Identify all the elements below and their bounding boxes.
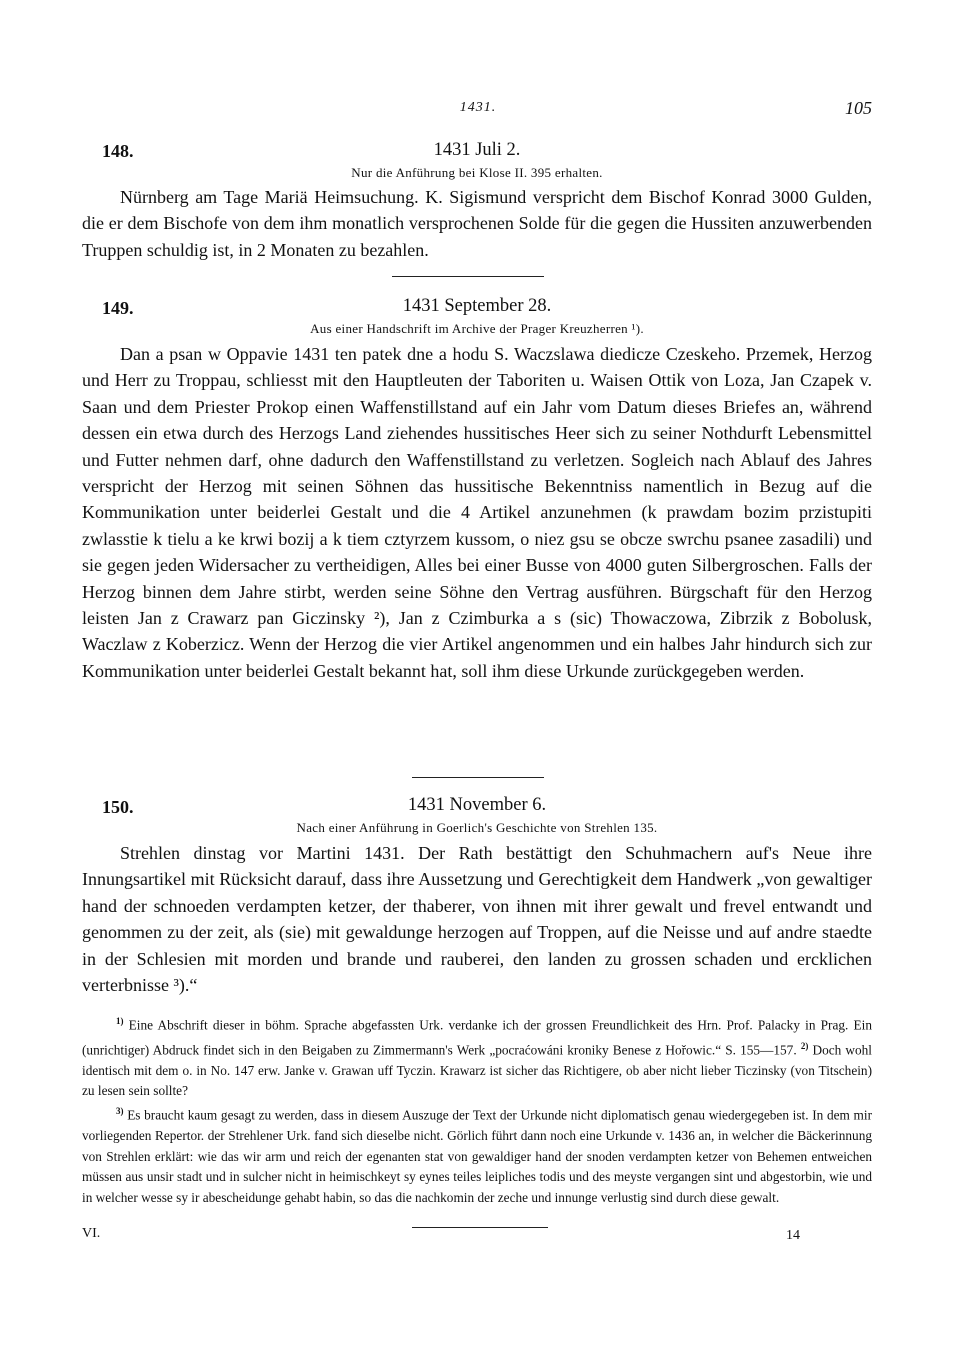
- signature-mark: VI.: [82, 1226, 101, 1241]
- footnote: [82, 1101, 872, 1207]
- document-text: Nürnberg am Tage Mariä Heimsuchung. K. Sigismund verspricht dem Bischof Konrad 3000 Gulden, die er dem Bischofe von dem ihm monatlich versprochenen Solde für die gegen die Hussiten anzuwerbenden Truppen schuldig ist, in 2 Monaten zu bezahlen.: [82, 187, 872, 260]
- running-head-year: 1431.: [459, 100, 497, 115]
- document-date: 1431 November 6.: [407, 795, 547, 815]
- document-source: Nur die Anführung bei Klose II. 395 erhalten.: [351, 165, 603, 180]
- footnote-mark: 1): [116, 1016, 124, 1026]
- document-text: Strehlen dinstag vor Martini 1431. Der Rath bestättigt den Schuhmachern auf's Neue ihre Innungsartikel mit Rücksicht darauf, dass ihre Aussetzung und Gerechtigkeit dem Handwerk „von gewaltiger hand der schnoeden verdampten ketzer, der thaberer, von ihnen mit ihrer gewalt und frevel entwandt und genommen zu der zeit, als (sie) mit gewaldunge herzogen auf Troppen, auf die Neisse und auf andre staedte in der Schlesien mit morden und brande und rauberei, den landen zu grossen schaden und ercklichen verterbnisse ³).“: [82, 843, 872, 996]
- footnote-text: Doch wohl identisch mit dem o. in No. 147 erw. Janke v. Grawan uff Tyczin. Krawarz ist sicher das Richtigere, ob aber nicht lieber Ticzinsky (von Titschein) zu lesen sein sollte?: [82, 1042, 873, 1099]
- document-number: 149.: [102, 298, 134, 318]
- document-date: 1431 September 28.: [402, 296, 552, 316]
- footnote-text: Eine Abschrift dieser in böhm. Sprache abgefassten Urk. verdanke ich der grossen Freundlichkeit des Hrn. Prof. Palacky in Prag. Ein (unrichtiger) Abdruck findet sich in den Beigaben zu Zimmermann's Werk „pocraćowáni kroniky Benese z Hořowic.“ S. 155—157.: [82, 1017, 872, 1058]
- footnote-mark: 2): [800, 1040, 809, 1051]
- separator-line: [412, 777, 544, 778]
- document-text: Dan a psan w Oppavie 1431 ten patek dne a hodu S. Waczslawa diedicze Czeskeho. Przemek, Herzog und Herr zu Troppau, schliesst mit den Hauptleuten der Taboriten u. Waisen Ottik von Loza, Jan Czapek v. Saan und dem Priester Prokop einen Waffenstillstand auf ein Jahr vom Datum dieses Briefes an, während dessen ein etwa durch des Herzogs Land ziehendes hussitisches Heer sich zu seiner Nothdurft Lebensmittel und Futter nehmen darf, ohne dadurch den Waffenstillstand zu verletzen. Sogleich nach Ablauf des Jahres verspricht der Herzog mit seinen Söhnen das hussitische Bekenntniss namentlich in Bezug auf die Kommunikation unter beiderlei Gestalt und die 4 Artikel anzunehmen (k prawdam bozim przistupiti zwlasstie k tielu a ke krwi bozij a k tiem cztyrzem kussom, o niez gsu se obcze swrchu psanee zasadili) und sie gegen jeden Widersacher zu vertheidigen, Alles bei einer Busse von 4000 guten Silbergroschen. Falls der Herzog binnen dem Jahre stirbt, werden seine Söhne den Vertrag ausführen. Bürgschaft für den Herzog leisten Jan z Crawarz pan Giczinsky ²), Jan z Czimburka a s (sic) Thowaczowa, Zibrzik z Bobolusk, Waczlaw z Koberzicz. Wenn der Herzog die vier Artikel angenommen und ein halbes Jahr hindurch sich zur Kommunikation unter beiderlei Gestalt bekannt hat, soll ihm diese Urkunde zurückgegeben werden.: [82, 344, 872, 681]
- document-source: Nach einer Anführung in Goerlich's Geschichte von Strehlen 135.: [296, 820, 658, 835]
- footer-rule: [412, 1227, 548, 1228]
- document-number: 148.: [102, 141, 134, 161]
- document-source: Aus einer Handschrift im Archive der Prager Kreuzherren ¹).: [310, 321, 644, 336]
- document-number: 150.: [102, 797, 134, 817]
- page-number: 105: [845, 98, 872, 118]
- sheet-number: 14: [786, 1228, 800, 1243]
- separator-line: [392, 276, 544, 277]
- footnotes: [82, 1011, 872, 1208]
- footnote: [82, 1011, 872, 1101]
- footnote-text: Es braucht kaum gesagt zu werden, dass in diesem Auszuge der Text der Urkunde nicht diplomatisch genau wiedergegeben ist. In dem mir vorliegenden Repertor. der Strehlener Urk. fand sich dieselbe nicht. Görlich führt dann noch eine Urkunde v. 1436 an, in welcher die Bäckerinnung von Strehlen erklärt: wie das wir arm und reich der egenanten stat von gewaldiger hand der snoden verdampten ketzer von Behemen entweichen müssen aus unsir stadt und in sulcher nicht in heimischkeyt sy eynes teiles leipliches todis und des meyste vergangen sint und abgestorbin, wie und in welcher wesse sy ir abescheidunge gehabt habin, so das die nachkomin der zeche und innunge verlustig sind durch diese gewalt.: [82, 1107, 872, 1205]
- footnote-mark: 3): [116, 1106, 124, 1117]
- document-date: 1431 Juli 2.: [433, 140, 521, 160]
